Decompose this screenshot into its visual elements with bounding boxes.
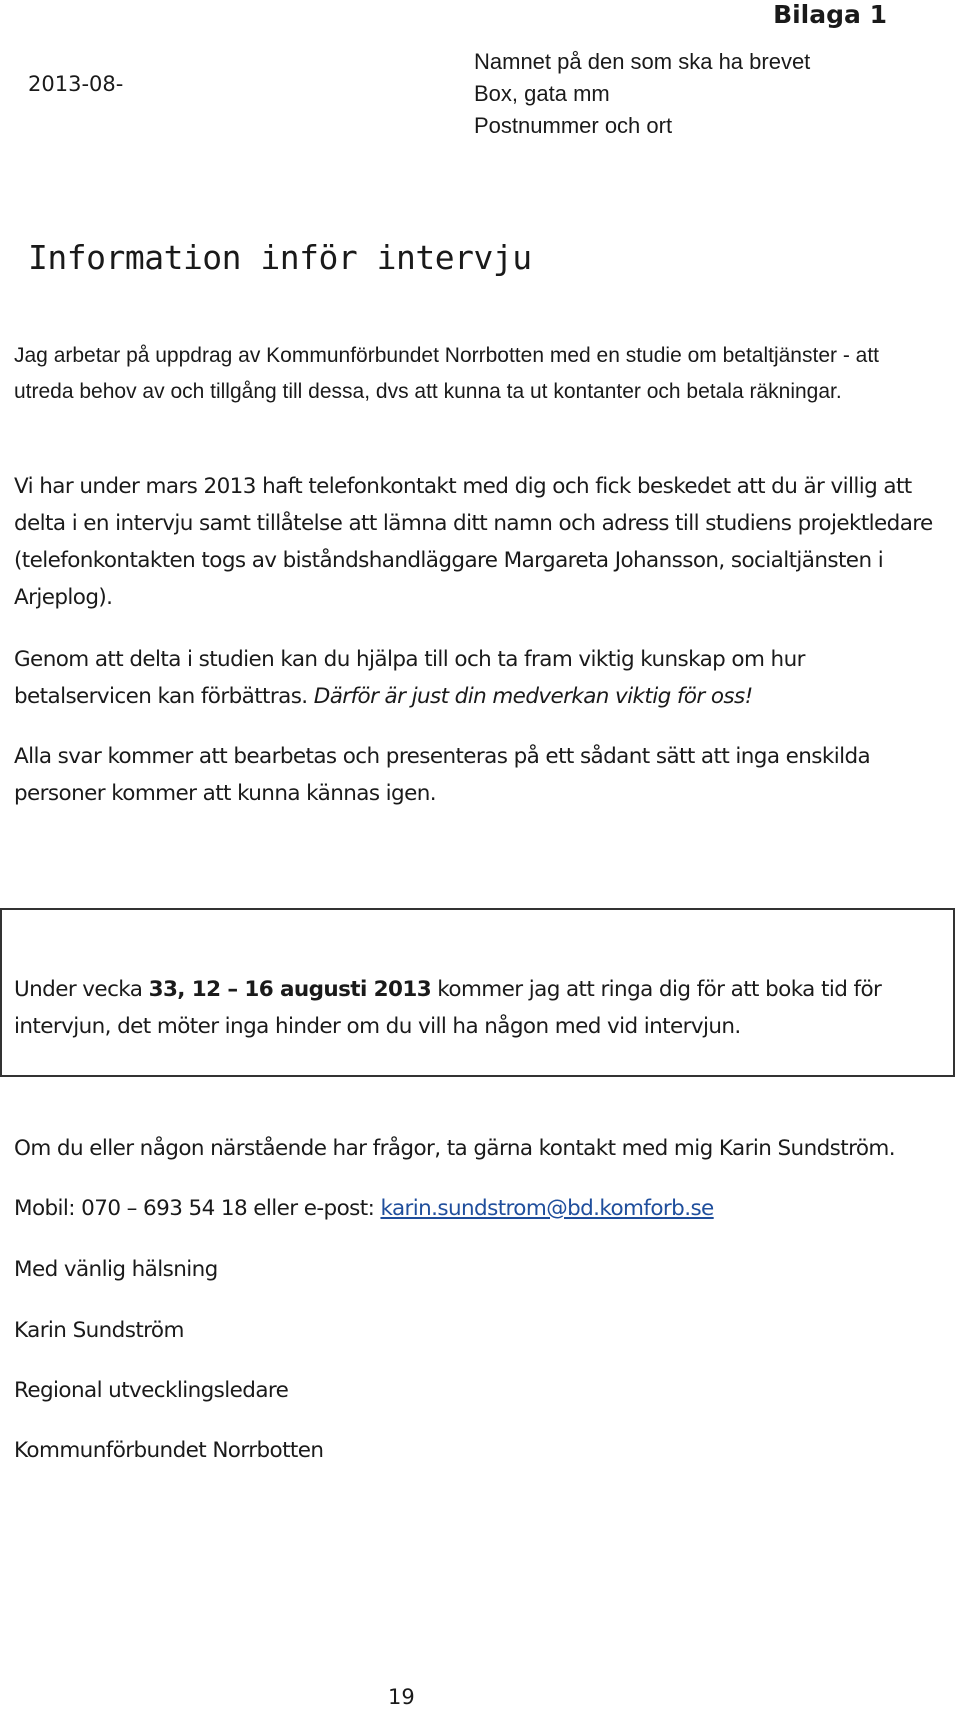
email-link[interactable]: karin.sundstrom@bd.komforb.se — [380, 1196, 714, 1221]
mobile-line — [14, 1196, 714, 1221]
page-number: 19 — [388, 1685, 415, 1709]
page-title: Information inför intervju — [28, 238, 532, 277]
paragraph-anonymity: Alla svar kommer att bearbetas och presenteras på ett sådant sätt att inga enskilda personer kommer att kunna kännas igen. — [14, 744, 871, 806]
recipient-name: Namnet på den som ska ha brevet — [474, 49, 811, 74]
mobile-label: Mobil: 070 – 693 54 18 eller e-post: — [14, 1196, 381, 1221]
paragraph-intro: Jag arbetar på uppdrag av Kommunförbundet Norrbotten med en studie om betaltjänster - att utreda behov av och tillgång till dessa, dvs att kunna ta ut kontanter och betala räkningar. — [14, 344, 879, 403]
recipient-street: Box, gata mm — [474, 81, 610, 106]
appendix-label: Bilaga 1 — [773, 0, 887, 29]
notice-post: kommer jag att ringa dig för att boka tid för intervjun, det möter inga hinder om du vill ha någon med vid intervjun. — [14, 977, 882, 1039]
recipient-address — [474, 46, 810, 142]
signature-name: Karin Sundström — [14, 1318, 184, 1343]
notice-dates: 33, 12 – 16 augusti 2013 — [148, 977, 432, 1002]
paragraph-participation — [14, 641, 944, 715]
notice-pre: Under vecka — [14, 977, 149, 1002]
participation-text: Genom att delta i studien kan du hjälpa till och ta fram viktig kunskap om hur betalservicen kan förbättras. — [14, 647, 805, 709]
notice-text — [14, 971, 944, 1045]
questions-line: Om du eller någon närstående har frågor, ta gärna kontakt med mig Karin Sundström. — [14, 1136, 895, 1161]
signature-organization: Kommunförbundet Norrbotten — [14, 1438, 324, 1463]
letter-date: 2013-08- — [28, 72, 124, 96]
participation-emphasis: Därför är just din medverkan viktig för oss! — [313, 684, 753, 709]
paragraph-contact-history: Vi har under mars 2013 haft telefonkontakt med dig och fick beskedet att du är villig att delta i en intervju samt tillåtelse att lämna ditt namn och adress till studiens projektledare (telefonkontakten togs av biståndshandläggare Margareta Johansson, socialtjänsten i Arjeplog). — [14, 474, 933, 610]
recipient-postal: Postnummer och ort — [474, 113, 673, 138]
signature-role: Regional utvecklingsledare — [14, 1378, 289, 1403]
greeting: Med vänlig hälsning — [14, 1257, 218, 1282]
